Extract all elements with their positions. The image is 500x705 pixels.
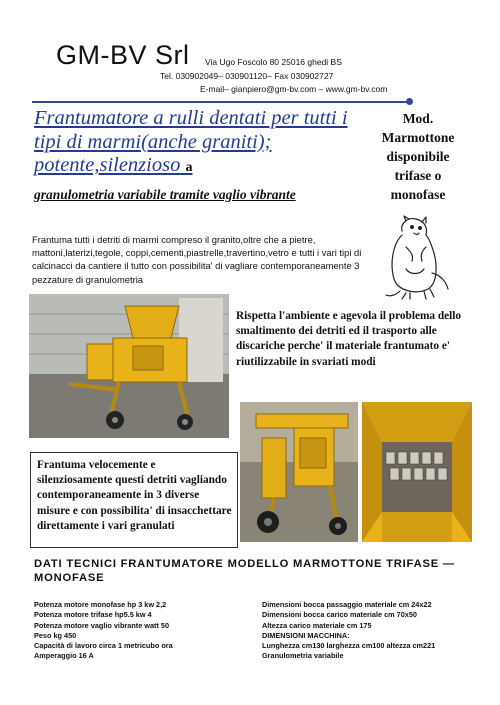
- header-divider: [32, 101, 410, 103]
- intro-paragraph: Frantuma tutti i detriti di marmi compreso il granito,oltre che a pietre, mattoni,laterizi,tegole, coppi,cementi,piastrelle,travertino,vetro e tutti i vari tipi di calcinacci da cantiere il tutto con possibilita' di vagliare contemporaneamente 3 pezzature di granulometria: [32, 234, 362, 285]
- model-line: trifase o: [394, 168, 442, 183]
- specs-left-column: [34, 600, 254, 662]
- machine-photo-side: [29, 294, 229, 438]
- spec-item: Peso kg 450: [34, 630, 77, 640]
- company-contacts: E-mail– gianpiero@gm-bv.com – www.gm-bv.com: [200, 84, 388, 94]
- headline-subtitle: granulometria variabile tramite vaglio vibrante: [34, 187, 296, 202]
- environment-textbox: Rispetta l'ambiente e agevola il problema dello smaltimento dei detriti ed il trasporto alle discariche perche' il materiale frantumato e' riutilizzabile in svariati modi: [230, 304, 470, 402]
- spec-item: Capacità di lavoro circa 1 metricubo ora: [34, 641, 173, 651]
- headline-title: [34, 107, 354, 180]
- machine-photo-front: [240, 402, 358, 542]
- company-address: Via Ugo Foscolo 80 25016 ghedi BS: [205, 57, 342, 67]
- specs-title: DATI TECNICI FRANTUMATORE MODELLO MARMOTTONE TRIFASE — MONOFASE: [34, 558, 455, 584]
- model-line: Marmottone: [381, 130, 455, 145]
- spec-item: Dimensioni bocca carico materiale cm 70x50: [262, 610, 417, 620]
- spec-item: DIMENSIONI MACCHINA:: [262, 630, 350, 640]
- company-logo: GM-BV Srl: [56, 40, 190, 70]
- spec-item: Dimensioni bocca passaggio materiale cm 24x22: [262, 600, 432, 609]
- spec-item: Altezza carico materiale cm 175: [262, 620, 372, 630]
- header-divider-dot: [406, 98, 413, 105]
- fast-crush-textbox: Frantuma velocemente e silenziosamente questi detriti vagliando contemporaneamente in 3 diverse misure e con possibilita' di insacchettare direttamente i vari granulati: [30, 452, 238, 548]
- model-line: monofase: [390, 187, 446, 202]
- machine-photo-rollers: [362, 402, 472, 542]
- specs-right-column: [262, 600, 482, 662]
- spec-item: Potenza motore vaglio vibrante watt 50: [34, 620, 170, 630]
- spec-item: Potenza motore trifase hp5.5 kw 4: [34, 610, 152, 620]
- model-line: disponibile: [386, 149, 450, 164]
- model-block: [356, 109, 480, 204]
- spec-item: Potenza motore monofase hp 3 kw 2,2: [34, 600, 167, 609]
- headline-title-text: Frantumatore a rulli dentati per tutti i tipi di marmi(anche graniti); potente,silenzioso: [34, 107, 348, 176]
- headline-title-tail: a: [185, 160, 193, 175]
- spec-item: Amperaggio 16 A: [34, 651, 94, 661]
- company-phones: Tel. 030902049– 030901120– Fax 030902727: [160, 71, 334, 81]
- spec-item: Granulometria variabile: [262, 651, 344, 661]
- spec-item: Lunghezza cm130 larghezza cm100 altezza cm221: [262, 641, 436, 651]
- model-line: Mod.: [402, 111, 434, 126]
- marmot-icon: [376, 213, 452, 301]
